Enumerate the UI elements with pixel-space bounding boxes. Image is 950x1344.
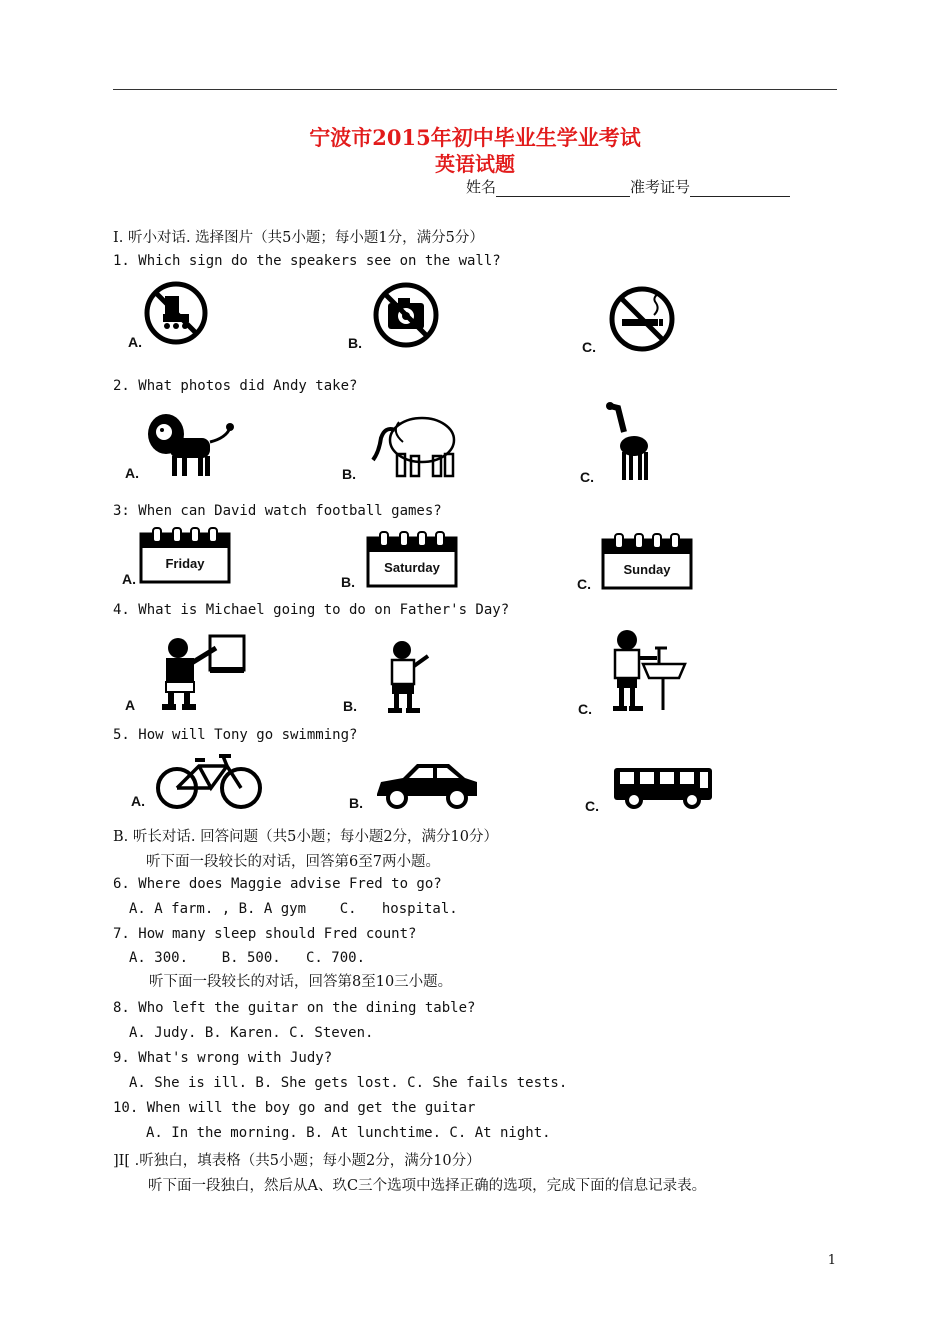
question-9: 9. What's wrong with Judy? (113, 1050, 333, 1066)
question-10-options: A. In the morning. B. At lunchtime. C. At night. (146, 1125, 551, 1141)
section3-heading: ]I[ .听独白，填表格（共5小题；每小题2分，满分10分） (113, 1153, 481, 1169)
lion-icon (140, 408, 236, 480)
q4-option-a-label: A (125, 697, 136, 713)
boy-cleaning-window-icon (150, 634, 248, 712)
section3-intro: 听下面一段独白，然后从A、玖C三个选项中选择正确的选项，完成下面的信息记录表。 (148, 1178, 707, 1194)
name-blank[interactable] (496, 180, 630, 197)
boy-washing-dishes-icon (603, 628, 689, 714)
q1-option-c-label: C. (582, 339, 596, 355)
section2-intro-2: 听下面一段较长的对话，回答第8至10三小题。 (149, 974, 453, 990)
q3-option-c-label: C. (577, 576, 591, 592)
no-skating-sign-icon (143, 280, 209, 346)
q2-option-c-label: C. (580, 469, 594, 485)
q2-option-a-label: A. (125, 465, 139, 481)
elephant-icon (367, 408, 461, 480)
giraffe-icon (600, 400, 656, 484)
id-label: 准考证号 (630, 178, 691, 196)
question-3: 3: When can David watch football games? (113, 503, 442, 519)
calendar-day-label: Saturday (384, 560, 440, 575)
no-camera-sign-icon (372, 281, 440, 349)
question-9-options: A. She is ill. B. She gets lost. C. She fails tests. (129, 1075, 568, 1091)
question-1: 1. Which sign do the speakers see on the wall? (113, 253, 501, 269)
question-4: 4. What is Michael going to do on Father's Day? (113, 602, 510, 618)
section2-intro-1: 听下面一段较长的对话，回答第6至7两小题。 (146, 854, 440, 870)
question-7-options: A. 300. B. 500. C. 700. (129, 950, 366, 966)
question-8: 8. Who left the guitar on the dining table? (113, 1000, 476, 1016)
name-id-bar (466, 176, 790, 197)
q5-option-a-label: A. (131, 793, 145, 809)
q3-option-a-label: A. (122, 571, 136, 587)
exam-subtitle: 英语试题 (435, 152, 515, 176)
question-8-options: A. Judy. B. Karen. C. Steven. (129, 1025, 374, 1041)
calendar-icon (366, 530, 458, 588)
question-5: 5. How will Tony go swimming? (113, 727, 358, 743)
q5-option-b-label: B. (349, 795, 363, 811)
calendar-icon (139, 526, 231, 584)
q1-option-b-label: B. (348, 335, 362, 351)
page-number: 1 (827, 1253, 836, 1268)
calendar-day-label: Friday (165, 556, 205, 571)
car-icon (373, 760, 481, 810)
bicycle-icon (155, 752, 263, 810)
q4-option-b-label: B. (343, 698, 357, 714)
section2-heading: B. 听长对话. 回答问题（共5小题；每小题2分，满分10分） (113, 829, 498, 845)
bus-icon (612, 766, 714, 810)
no-smoking-sign-icon (608, 285, 676, 353)
calendar-day-label: Sunday (623, 562, 671, 577)
question-7: 7. How many sleep should Fred count? (113, 926, 417, 942)
section1-heading: I. 听小对话. 选择图片（共5小题；每小题1分，满分5分） (113, 230, 484, 246)
q1-option-a-label: A. (128, 334, 142, 350)
header-rule (113, 89, 837, 90)
question-6-options: A. A farm. , B. A gym C. hospital. (129, 901, 458, 917)
q5-option-c-label: C. (585, 798, 599, 814)
exam-title: 宁波市2015年初中毕业生学业考试 (309, 125, 641, 150)
id-blank[interactable] (690, 180, 790, 197)
question-2: 2. What photos did Andy take? (113, 378, 358, 394)
q2-option-b-label: B. (342, 466, 356, 482)
q3-option-b-label: B. (341, 574, 355, 590)
name-label: 姓名 (466, 178, 497, 196)
calendar-icon (601, 532, 693, 590)
q4-option-c-label: C. (578, 701, 592, 717)
question-10: 10. When will the boy go and get the guitar (113, 1100, 476, 1116)
question-6: 6. Where does Maggie advise Fred to go? (113, 876, 442, 892)
boy-sweeping-icon (378, 638, 434, 716)
